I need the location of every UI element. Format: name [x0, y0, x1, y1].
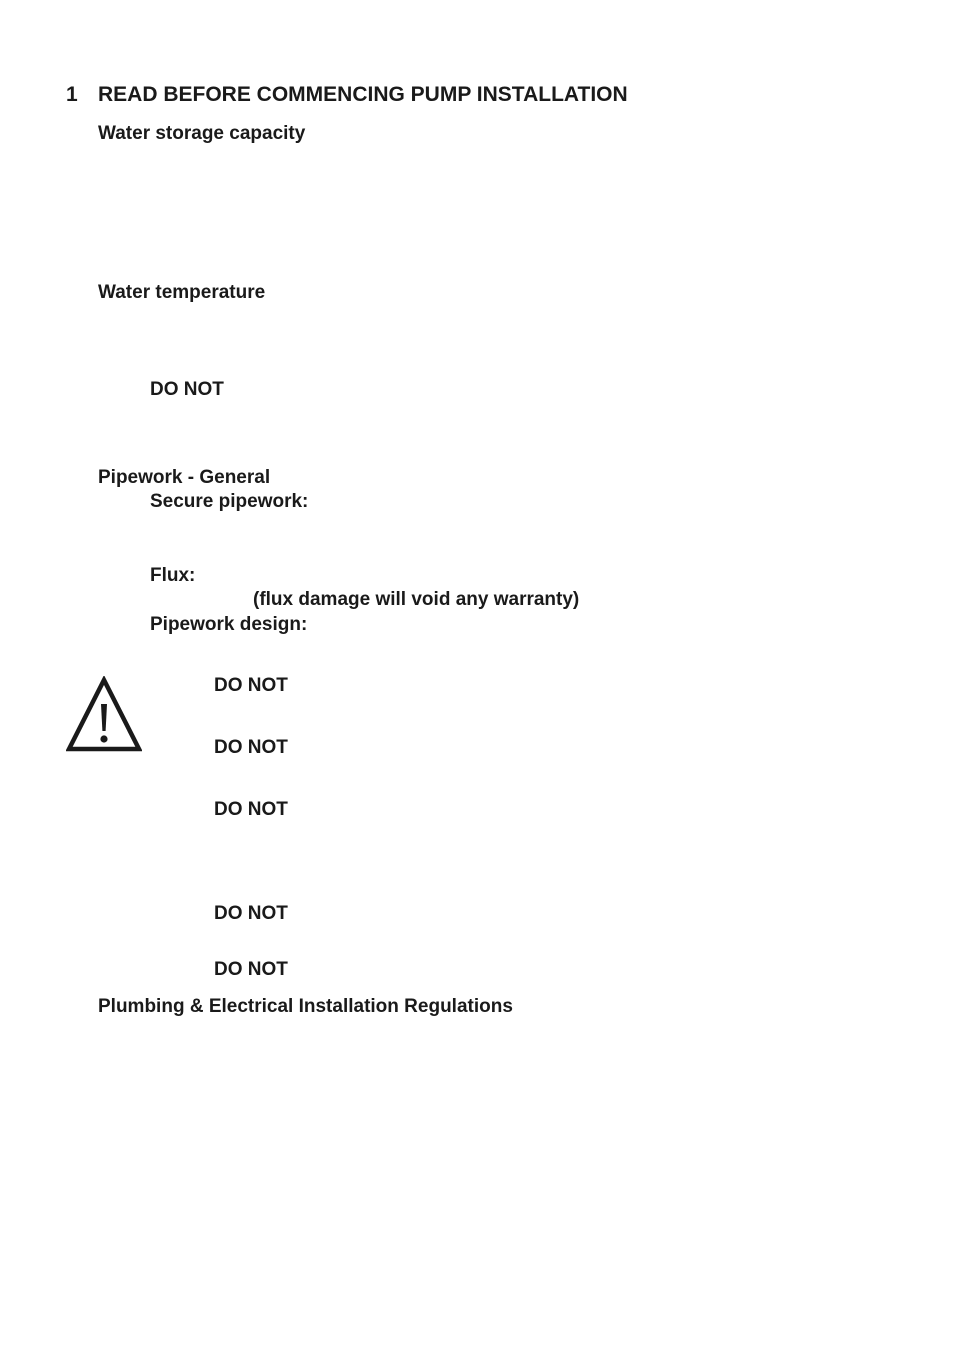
section-number: 1 — [66, 83, 78, 106]
heading-water-storage: Water storage capacity — [98, 123, 306, 144]
flux-warranty-note: (flux damage will void any warranty) — [253, 589, 580, 610]
secure-pipework-label: Secure pipework: — [150, 491, 309, 512]
heading-water-temperature: Water temperature — [98, 282, 266, 303]
water-temperature-do-not: DO NOT — [150, 379, 224, 400]
warning-do-not-2: DO NOT — [214, 737, 288, 758]
warning-triangle-icon — [66, 676, 142, 754]
warning-do-not-3: DO NOT — [214, 799, 288, 820]
section-title: READ BEFORE COMMENCING PUMP INSTALLATION — [98, 83, 628, 106]
heading-regulations: Plumbing & Electrical Installation Regulations — [98, 996, 513, 1017]
warning-do-not-4: DO NOT — [214, 903, 288, 924]
pipework-design-label: Pipework design: — [150, 614, 308, 635]
heading-pipework-general: Pipework - General — [98, 467, 271, 488]
warning-do-not-5: DO NOT — [214, 959, 288, 980]
warning-do-not-1: DO NOT — [214, 675, 288, 696]
flux-label: Flux: — [150, 565, 196, 586]
